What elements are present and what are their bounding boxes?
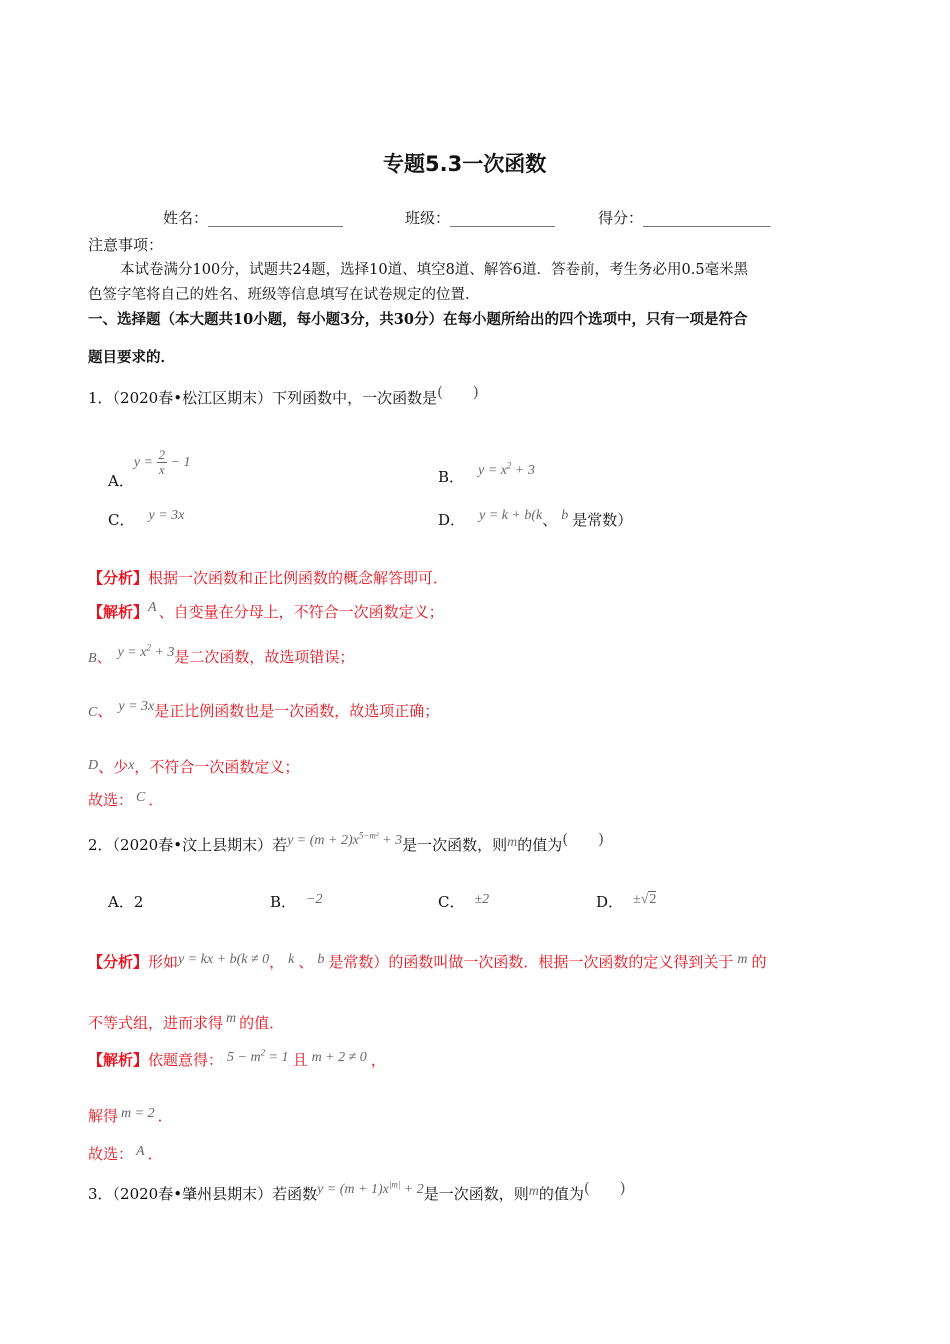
q1-option-c-eq: y = 3x <box>148 508 185 523</box>
q1-option-a-eq: y = $\frac{2}{x}$ − 1 <box>133 447 191 478</box>
page-title: 专题5.3一次函数 <box>383 152 547 176</box>
q2-answer-paren: ( ) <box>562 830 604 848</box>
q3-equation: $y = (m + 1)x^{|m|} + 2$ <box>317 1179 424 1197</box>
q1-option-c[interactable] <box>108 505 185 529</box>
q1-solution-c-eq: y = 3x <box>118 699 155 714</box>
q2-option-b[interactable]: B． −2 <box>270 892 323 911</box>
q1-option-b-eq: $y = x^2 + 3$ <box>478 460 535 478</box>
q1-option-d-eq: y = k + b(k <box>479 508 543 523</box>
q1-solution-c: C、 y = 3x是正比例函数也是一次函数，故选项正确； <box>88 699 440 720</box>
score-label: 得分： <box>598 209 644 227</box>
q1-answer-paren: ( ) <box>437 383 479 401</box>
score-blank: _________________ <box>643 209 771 227</box>
section1-line1: 一、选择题（本大题共10小题，每小题3分，共30分）在每小题所给出的四个选项中，只有一项是符合 <box>88 311 748 328</box>
q2-option-c[interactable]: C． ±2 <box>438 892 490 911</box>
q1-option-d[interactable] <box>438 505 633 529</box>
notes-heading: 注意事项： <box>88 236 164 254</box>
q2-equation: $y = (m + 2)x^{5-m^2} + 3$ <box>287 830 403 848</box>
q1-option-d-label: D． <box>438 511 466 529</box>
q2-analysis-line1: 【分析】形如y = kx + b(k ≠ 0， k 、 b 是常数）的函数叫做一次函数．根据一次函数的定义得到关于 m 的 <box>88 952 767 971</box>
section1-line2: 题目要求的． <box>88 349 175 366</box>
name-blank: __________________ <box>208 209 344 227</box>
q1-option-c-label: C． <box>108 511 135 529</box>
q1-answer: 故选： C ． <box>88 790 164 809</box>
q1-option-b-label: B． <box>438 468 465 486</box>
q1-option-b[interactable] <box>438 460 535 486</box>
q1-analysis-text: 根据一次函数和正比例函数的概念解答即可． <box>148 569 449 587</box>
q1-option-a-label: A． <box>108 472 134 491</box>
q1-option-d-b: b <box>561 508 569 523</box>
notes-line1: 本试卷满分100分，试题共24题，选择10道、填空8道、解答6道．答卷前，考生务必用0.5毫米黑 <box>120 262 749 278</box>
q3-answer-paren: ( ) <box>583 1179 626 1197</box>
q1-analysis-tag: 【分析】 <box>88 569 149 587</box>
q1-option-d-tail: 是常数） <box>572 511 633 529</box>
q2-solution: 【解析】依题意得： $5 - m^2 = 1$ 且 m + 2 ≠ 0 ， <box>88 1047 386 1069</box>
q3-stem: 3．（2020春•肇州县期末）若函数$y = (m + 1)x^{|m|} + 2$是一次函数，则m的值为( ) <box>88 1179 626 1203</box>
q2-analysis-line2: 不等式组，进而求得 m 的值． <box>88 1011 285 1032</box>
q2-answer: 故选： A ． <box>88 1144 163 1163</box>
q1-stem-text: 1．（2020春•松江区期末）下列函数中，一次函数是 <box>88 389 438 407</box>
q1-stem <box>88 383 479 407</box>
class-field[interactable] <box>405 209 555 227</box>
q1-option-a-fraction: $\frac{2}{x}$ <box>158 447 166 478</box>
class-blank: ______________ <box>450 209 556 227</box>
q2-option-d-eq: ±√2 <box>633 892 657 907</box>
q1-solution-d: D、少x，不符合一次函数定义； <box>88 758 300 776</box>
score-field[interactable] <box>598 209 771 227</box>
q2-solution-eq1: $5 - m^2 = 1$ <box>227 1047 289 1065</box>
q1-solution-b-eq: $y = x^2 + 3$ <box>117 642 175 660</box>
q2-option-a[interactable]: A．2 <box>108 893 144 911</box>
q1-option-d-sep: 、 <box>542 511 558 529</box>
q2-solve: 解得 m = 2 ． <box>88 1106 173 1125</box>
name-label: 姓名： <box>163 209 209 227</box>
q1-solution-b: B、 $y = x^2 + 3$是二次函数，故选项错误； <box>88 642 355 666</box>
sqrt-icon: √ <box>640 892 649 907</box>
q1-solution-a: 【解析】A 、自变量在分母上，不符合一次函数定义； <box>88 600 444 621</box>
q1-option-a[interactable] <box>108 444 191 491</box>
q1-analysis <box>88 569 448 587</box>
q2-stem: 2．（2020春•汶上县期末）若$y = (m + 2)x^{5-m^2} + 3$是一次函数，则m的值为( ) <box>88 830 604 854</box>
notes-line2: 色签字笔将自己的姓名、班级等信息填写在试卷规定的位置． <box>88 287 480 303</box>
class-label: 班级： <box>405 209 451 227</box>
q1-solution-tag: 【解析】 <box>88 603 149 621</box>
q2-option-d[interactable]: D． ±√2 <box>596 892 657 911</box>
name-field[interactable] <box>163 209 343 227</box>
